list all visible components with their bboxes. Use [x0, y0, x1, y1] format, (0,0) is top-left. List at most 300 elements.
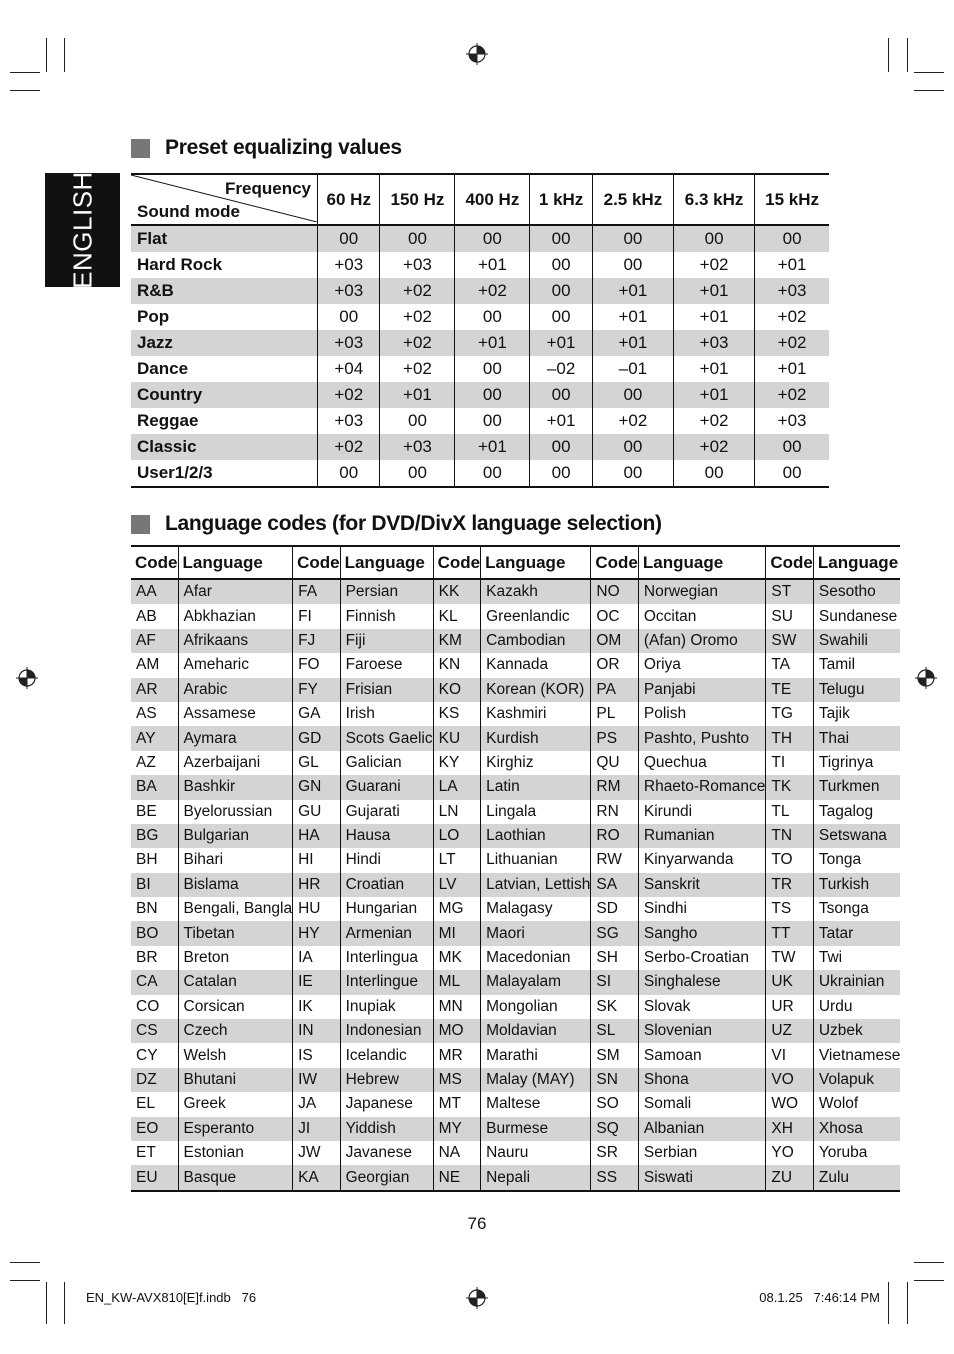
language-name-cell: Scots Gaelic — [340, 726, 433, 750]
language-code-cell: KA — [293, 1165, 341, 1190]
eq-value-cell: +01 — [592, 278, 673, 304]
language-name-cell: Afrikaans — [178, 629, 293, 653]
eq-row — [131, 304, 829, 330]
language-code-cell: LN — [433, 800, 481, 824]
language-code-cell: CO — [136, 997, 160, 1015]
language-code-cell: BG — [131, 824, 178, 848]
language-name-cell: Corsican — [178, 995, 293, 1019]
lang-row — [131, 946, 900, 970]
language-name-cell: Lithuanian — [481, 848, 591, 872]
lang-row — [131, 824, 900, 848]
language-name-cell: Uzbek — [813, 1019, 900, 1043]
eq-value-cell: 00 — [380, 408, 455, 434]
language-code-cell: ET — [136, 1144, 156, 1162]
language-code-cell: VI — [766, 1043, 814, 1067]
lang-row — [131, 604, 900, 628]
language-name-cell: Vietnamese — [813, 1043, 900, 1067]
freq-header: 1 kHz — [530, 174, 592, 225]
eq-row — [131, 434, 829, 460]
language-code-cell: EU — [131, 1165, 178, 1190]
language-name-cell: Afar — [178, 579, 293, 604]
language-name-cell: Greek — [178, 1092, 293, 1116]
language-code-cell: TS — [766, 897, 814, 921]
language-code-cell: IK — [293, 995, 341, 1019]
eq-value-cell: +01 — [592, 304, 673, 330]
lang-row — [131, 579, 900, 604]
language-code-cell: EO — [131, 1117, 178, 1141]
eq-value-cell: +01 — [674, 356, 755, 382]
language-name-cell: Kirghiz — [481, 751, 591, 775]
language-name-cell: Kurdish — [481, 726, 591, 750]
eq-value-cell: 00 — [380, 460, 455, 487]
language-name-cell: Yoruba — [813, 1141, 900, 1165]
lang-row — [131, 873, 900, 897]
lang-row — [131, 678, 900, 702]
eq-value-cell: 00 — [592, 460, 673, 487]
language-code-cell: ZU — [766, 1165, 814, 1190]
language-name-cell: Tonga — [813, 848, 900, 872]
eq-value-cell: 00 — [592, 252, 673, 278]
sound-mode-cell: Jazz — [131, 330, 318, 356]
language-name-cell: Estonian — [178, 1141, 293, 1165]
freq-header: 150 Hz — [380, 174, 455, 225]
sound-mode-label: Sound mode — [137, 202, 240, 221]
lang-row — [131, 751, 900, 775]
language-name-cell: Samoan — [638, 1043, 765, 1067]
eq-value-cell: 00 — [530, 382, 592, 408]
language-name-cell: Hindi — [340, 848, 433, 872]
lang-row — [131, 1068, 900, 1092]
language-code-cell: GN — [293, 775, 341, 799]
language-code-cell: BH — [136, 851, 158, 869]
language-name-cell: Tatar — [813, 921, 900, 945]
language-name-cell: Latin — [481, 775, 591, 799]
language-code-cell: WO — [766, 1092, 814, 1116]
language-code-cell: BI — [131, 873, 178, 897]
language-name-cell: Tigrinya — [813, 751, 900, 775]
language-code-cell: IS — [293, 1043, 341, 1067]
language-code-cell: HA — [293, 824, 341, 848]
sound-mode-cell: Dance — [137, 359, 189, 378]
language-name-cell: Telugu — [813, 678, 900, 702]
code-header: Code — [591, 546, 639, 579]
eq-value-cell: 00 — [674, 225, 755, 252]
language-name-cell: Kannada — [481, 653, 591, 677]
eq-value-cell: +01 — [380, 382, 455, 408]
eq-value-cell: +03 — [380, 434, 455, 460]
language-code-cell: IE — [293, 970, 341, 994]
eq-value-cell: +02 — [674, 408, 755, 434]
language-name-cell: Tsonga — [813, 897, 900, 921]
lang-row — [131, 848, 900, 872]
lang-row — [131, 1019, 900, 1043]
language-name-cell: Azerbaijani — [178, 751, 293, 775]
eq-section-title — [131, 136, 402, 160]
language-code-cell: KL — [433, 604, 481, 628]
language-code-cell: UR — [766, 995, 814, 1019]
eq-value-cell: +01 — [674, 382, 755, 408]
language-code-cell: ST — [766, 579, 814, 604]
language-name-cell: Hebrew — [340, 1068, 433, 1092]
eq-row — [131, 460, 829, 487]
language-code-cell: AZ — [136, 753, 156, 771]
eq-value-cell: +02 — [318, 382, 380, 408]
language-name-cell: Tagalog — [813, 800, 900, 824]
language-code-cell: BO — [131, 921, 178, 945]
language-name-cell: Burmese — [481, 1117, 591, 1141]
language-code-cell: SM — [591, 1043, 639, 1067]
language-name-cell: Irish — [340, 702, 433, 726]
language-name-cell: Bislama — [178, 873, 293, 897]
freq-header: 400 Hz — [455, 174, 530, 225]
language-name-cell: Thai — [813, 726, 900, 750]
eq-value-cell: +02 — [674, 434, 755, 460]
language-code-cell: FO — [293, 653, 341, 677]
code-header: Code — [766, 546, 814, 579]
language-name-cell: Quechua — [638, 751, 765, 775]
language-code-cell: SQ — [591, 1117, 639, 1141]
eq-corner-header — [131, 174, 318, 225]
language-code-cell: TH — [766, 726, 814, 750]
eq-value-cell: 00 — [455, 408, 530, 434]
language-name-cell: Sesotho — [813, 579, 900, 604]
sound-mode-cell: Classic — [131, 434, 318, 460]
language-name-cell: Kashmiri — [481, 702, 591, 726]
language-name-cell: Yiddish — [340, 1117, 433, 1141]
language-name-cell: Rhaeto-Romance — [638, 775, 765, 799]
language-name-cell: Catalan — [178, 970, 293, 994]
language-header: Language — [638, 546, 765, 579]
language-name-cell: Norwegian — [638, 579, 765, 604]
language-name-cell: Abkhazian — [178, 604, 293, 628]
language-name-cell: Latvian, Lettish — [481, 873, 591, 897]
eq-value-cell: +01 — [455, 434, 530, 460]
language-code-cell: MN — [433, 995, 481, 1019]
sound-mode-cell: Hard Rock — [137, 255, 223, 274]
lang-row — [131, 1141, 900, 1165]
eq-value-cell: 00 — [318, 225, 380, 252]
language-name-cell: Serbian — [638, 1141, 765, 1165]
language-code-cell: LA — [433, 775, 481, 799]
eq-value-cell: +02 — [318, 434, 380, 460]
sound-mode-cell: Reggae — [137, 411, 199, 430]
eq-value-cell: +03 — [755, 408, 829, 434]
language-header: Language — [340, 546, 433, 579]
eq-row — [131, 252, 829, 278]
language-name-cell: Maltese — [481, 1092, 591, 1116]
language-code-cell: ML — [433, 970, 481, 994]
language-code-cell: KY — [433, 751, 481, 775]
language-code-cell: SN — [591, 1068, 639, 1092]
eq-value-cell: +03 — [380, 252, 455, 278]
language-code-cell: HR — [293, 873, 341, 897]
language-code-cell: QU — [591, 751, 639, 775]
lang-row — [131, 1043, 900, 1067]
language-name-cell: Gujarati — [340, 800, 433, 824]
language-code-cell: SG — [591, 921, 639, 945]
language-code-cell: IN — [293, 1019, 341, 1043]
lang-section-title — [131, 512, 662, 536]
language-code-cell: PA — [591, 678, 639, 702]
lang-row — [131, 702, 900, 726]
language-code-cell: NE — [433, 1165, 481, 1190]
eq-value-cell: 00 — [318, 460, 380, 487]
lang-row — [131, 726, 900, 750]
code-header: Code — [433, 546, 481, 579]
language-code-cell: MI — [433, 921, 481, 945]
registration-mark-icon — [466, 1287, 488, 1309]
lang-row — [131, 629, 900, 653]
language-code-cell: JA — [293, 1092, 341, 1116]
language-code-cell: MY — [433, 1117, 481, 1141]
language-code-cell: KU — [433, 726, 481, 750]
lang-row — [131, 995, 900, 1019]
language-name-cell: Serbo-Croatian — [638, 946, 765, 970]
language-name-cell: Korean (KOR) — [481, 678, 591, 702]
language-name-cell: Shona — [638, 1068, 765, 1092]
language-name-cell: Japanese — [340, 1092, 433, 1116]
language-name-cell: Finnish — [340, 604, 433, 628]
eq-value-cell: 00 — [530, 278, 592, 304]
registration-mark-icon — [466, 43, 488, 65]
language-code-cell: DZ — [131, 1068, 178, 1092]
language-code-cell: GU — [293, 800, 341, 824]
eq-value-cell: –01 — [592, 356, 673, 382]
language-code-cell: BN — [136, 900, 158, 918]
language-name-cell: Slovak — [638, 995, 765, 1019]
language-code-cell: RM — [591, 775, 639, 799]
language-code-cell: AY — [131, 726, 178, 750]
language-code-cell: TG — [766, 702, 814, 726]
language-name-cell: Georgian — [340, 1165, 433, 1190]
eq-value-cell: +03 — [674, 330, 755, 356]
language-name-cell: Zulu — [813, 1165, 900, 1190]
language-code-cell: UK — [766, 970, 814, 994]
language-name-cell: Ameharic — [178, 653, 293, 677]
language-code-cell: TK — [766, 775, 814, 799]
language-name-cell: Sangho — [638, 921, 765, 945]
language-name-cell: (Afan) Oromo — [638, 629, 765, 653]
language-name-cell: Mongolian — [481, 995, 591, 1019]
language-code-cell: HU — [293, 897, 341, 921]
eq-value-cell: 00 — [592, 382, 673, 408]
eq-row — [131, 330, 829, 356]
language-name-cell: Swahili — [813, 629, 900, 653]
language-code-cell: RO — [591, 824, 639, 848]
language-code-cell: MO — [433, 1019, 481, 1043]
language-name-cell: Aymara — [178, 726, 293, 750]
language-name-cell: Laothian — [481, 824, 591, 848]
language-name-cell: Malay (MAY) — [481, 1068, 591, 1092]
lang-header-row — [131, 546, 900, 579]
page-number: 76 — [467, 1214, 487, 1233]
language-name-cell: Sanskrit — [638, 873, 765, 897]
language-code-cell: SH — [591, 946, 639, 970]
section-marker-icon — [131, 515, 150, 534]
eq-value-cell: +03 — [318, 252, 380, 278]
eq-row — [131, 356, 829, 382]
language-name-cell: Xhosa — [813, 1117, 900, 1141]
freq-header: 60 Hz — [318, 174, 380, 225]
language-code-cell: HY — [293, 921, 341, 945]
language-name-cell: Javanese — [340, 1141, 433, 1165]
lang-row — [131, 897, 900, 921]
eq-value-cell: +02 — [755, 382, 829, 408]
registration-mark-icon — [16, 667, 38, 689]
language-name-cell: Basque — [178, 1165, 293, 1190]
lang-row — [131, 1092, 900, 1116]
language-code-cell: RN — [591, 800, 639, 824]
language-code-cell: IW — [293, 1068, 341, 1092]
language-code-cell: JI — [293, 1117, 341, 1141]
language-code-cell: YO — [766, 1141, 814, 1165]
language-code-cell: OC — [591, 604, 639, 628]
eq-row — [131, 225, 829, 252]
language-code-cell: KK — [433, 579, 481, 604]
eq-value-cell: +01 — [530, 330, 592, 356]
language-name-cell: Icelandic — [340, 1043, 433, 1067]
language-name-cell: Hausa — [340, 824, 433, 848]
language-name-cell: Faroese — [340, 653, 433, 677]
language-name-cell: Tamil — [813, 653, 900, 677]
eq-value-cell: +01 — [674, 278, 755, 304]
eq-value-cell: +02 — [380, 278, 455, 304]
language-code-cell: MS — [433, 1068, 481, 1092]
sound-mode-cell: R&B — [131, 278, 318, 304]
language-code-cell: MK — [433, 946, 481, 970]
language-name-cell: Kinyarwanda — [638, 848, 765, 872]
eq-value-cell: 00 — [530, 225, 592, 252]
language-code-cell: GA — [293, 702, 341, 726]
language-code-cell: CY — [136, 1046, 158, 1064]
language-code-cell: UZ — [766, 1019, 814, 1043]
language-code-cell: HI — [293, 848, 341, 872]
language-code-cell: KO — [433, 678, 481, 702]
language-code-cell: MG — [433, 897, 481, 921]
language-name-cell: Panjabi — [638, 678, 765, 702]
language-code-cell: AF — [131, 629, 178, 653]
eq-value-cell: +03 — [318, 330, 380, 356]
sound-mode-cell: Pop — [137, 307, 170, 326]
language-code-cell: LO — [433, 824, 481, 848]
language-name-cell: Tajik — [813, 702, 900, 726]
language-code-cell: GD — [293, 726, 341, 750]
language-name-cell: Bulgarian — [178, 824, 293, 848]
language-name-cell: Malayalam — [481, 970, 591, 994]
language-code-cell: NA — [433, 1141, 481, 1165]
language-code-cell: KN — [433, 653, 481, 677]
language-code-cell: TE — [766, 678, 814, 702]
eq-value-cell: –02 — [530, 356, 592, 382]
language-name-cell: Esperanto — [178, 1117, 293, 1141]
eq-value-cell: 00 — [755, 460, 829, 487]
sound-mode-cell: Flat — [131, 225, 318, 252]
language-code-cell: TL — [766, 800, 814, 824]
language-code-cell: FI — [293, 604, 341, 628]
language-code-cell: BR — [136, 949, 158, 967]
language-code-cell: KM — [433, 629, 481, 653]
language-code-cell: SL — [591, 1019, 639, 1043]
language-code-cell: SW — [766, 629, 814, 653]
language-name-cell: Greenlandic — [481, 604, 591, 628]
eq-title-text: Preset equalizing values — [165, 136, 402, 159]
language-name-cell: Sundanese — [813, 604, 900, 628]
language-name-cell: Sindhi — [638, 897, 765, 921]
language-name-cell: Rumanian — [638, 824, 765, 848]
registration-mark-icon — [915, 667, 937, 689]
language-code-cell: OR — [591, 653, 639, 677]
section-marker-icon — [131, 139, 150, 158]
language-name-cell: Cambodian — [481, 629, 591, 653]
language-name-cell: Pashto, Pushto — [638, 726, 765, 750]
language-code-cell: PL — [591, 702, 639, 726]
language-name-cell: Interlingua — [340, 946, 433, 970]
language-name-cell: Kazakh — [481, 579, 591, 604]
language-code-cell: XH — [766, 1117, 814, 1141]
language-name-cell: Urdu — [813, 995, 900, 1019]
language-name-cell: Nepali — [481, 1165, 591, 1190]
lang-title-text: Language codes (for DVD/DivX language selection) — [165, 512, 662, 535]
lang-row — [131, 921, 900, 945]
eq-value-cell: 00 — [380, 225, 455, 252]
lang-row — [131, 653, 900, 677]
language-name-cell: Bihari — [178, 848, 293, 872]
language-name-cell: Lingala — [481, 800, 591, 824]
lang-row — [131, 775, 900, 799]
eq-row — [131, 408, 829, 434]
language-code-cell: NO — [591, 579, 639, 604]
eq-value-cell: 00 — [592, 225, 673, 252]
language-name-cell: Bengali, Bangla — [178, 897, 293, 921]
language-name-cell: Interlingue — [340, 970, 433, 994]
language-code-cell: SA — [591, 873, 639, 897]
eq-value-cell: +01 — [455, 252, 530, 278]
freq-header: 6.3 kHz — [674, 174, 755, 225]
language-code-cell: SI — [591, 970, 639, 994]
eq-row — [131, 278, 829, 304]
freq-header: 2.5 kHz — [592, 174, 673, 225]
language-name-cell: Macedonian — [481, 946, 591, 970]
eq-value-cell: +01 — [592, 330, 673, 356]
language-name-cell: Marathi — [481, 1043, 591, 1067]
language-name-cell: Arabic — [178, 678, 293, 702]
eq-value-cell: +04 — [318, 356, 380, 382]
language-code-cell: FY — [293, 678, 341, 702]
language-codes-table — [131, 545, 900, 1192]
eq-value-cell: 00 — [318, 304, 380, 330]
language-name-cell: Maori — [481, 921, 591, 945]
language-name-cell: Wolof — [813, 1092, 900, 1116]
eq-value-cell: 00 — [530, 252, 592, 278]
footer-timestamp: 08.1.25 7:46:14 PM — [759, 1290, 880, 1305]
eq-value-cell: 00 — [530, 434, 592, 460]
footer-file-info: EN_KW-AVX810[E]f.indb 76 — [86, 1290, 257, 1305]
language-header: Language — [481, 546, 591, 579]
language-name-cell: Occitan — [638, 604, 765, 628]
eq-value-cell: 00 — [755, 225, 829, 252]
language-name-cell: Twi — [813, 946, 900, 970]
language-name-cell: Assamese — [178, 702, 293, 726]
language-name-cell: Frisian — [340, 678, 433, 702]
language-name-cell: Malagasy — [481, 897, 591, 921]
lang-row — [131, 1165, 900, 1190]
eq-value-cell: 00 — [530, 304, 592, 330]
language-name-cell: Breton — [178, 946, 293, 970]
eq-value-cell: +02 — [380, 330, 455, 356]
eq-value-cell: +01 — [755, 252, 829, 278]
eq-value-cell: +03 — [318, 278, 380, 304]
eq-table — [131, 173, 829, 488]
